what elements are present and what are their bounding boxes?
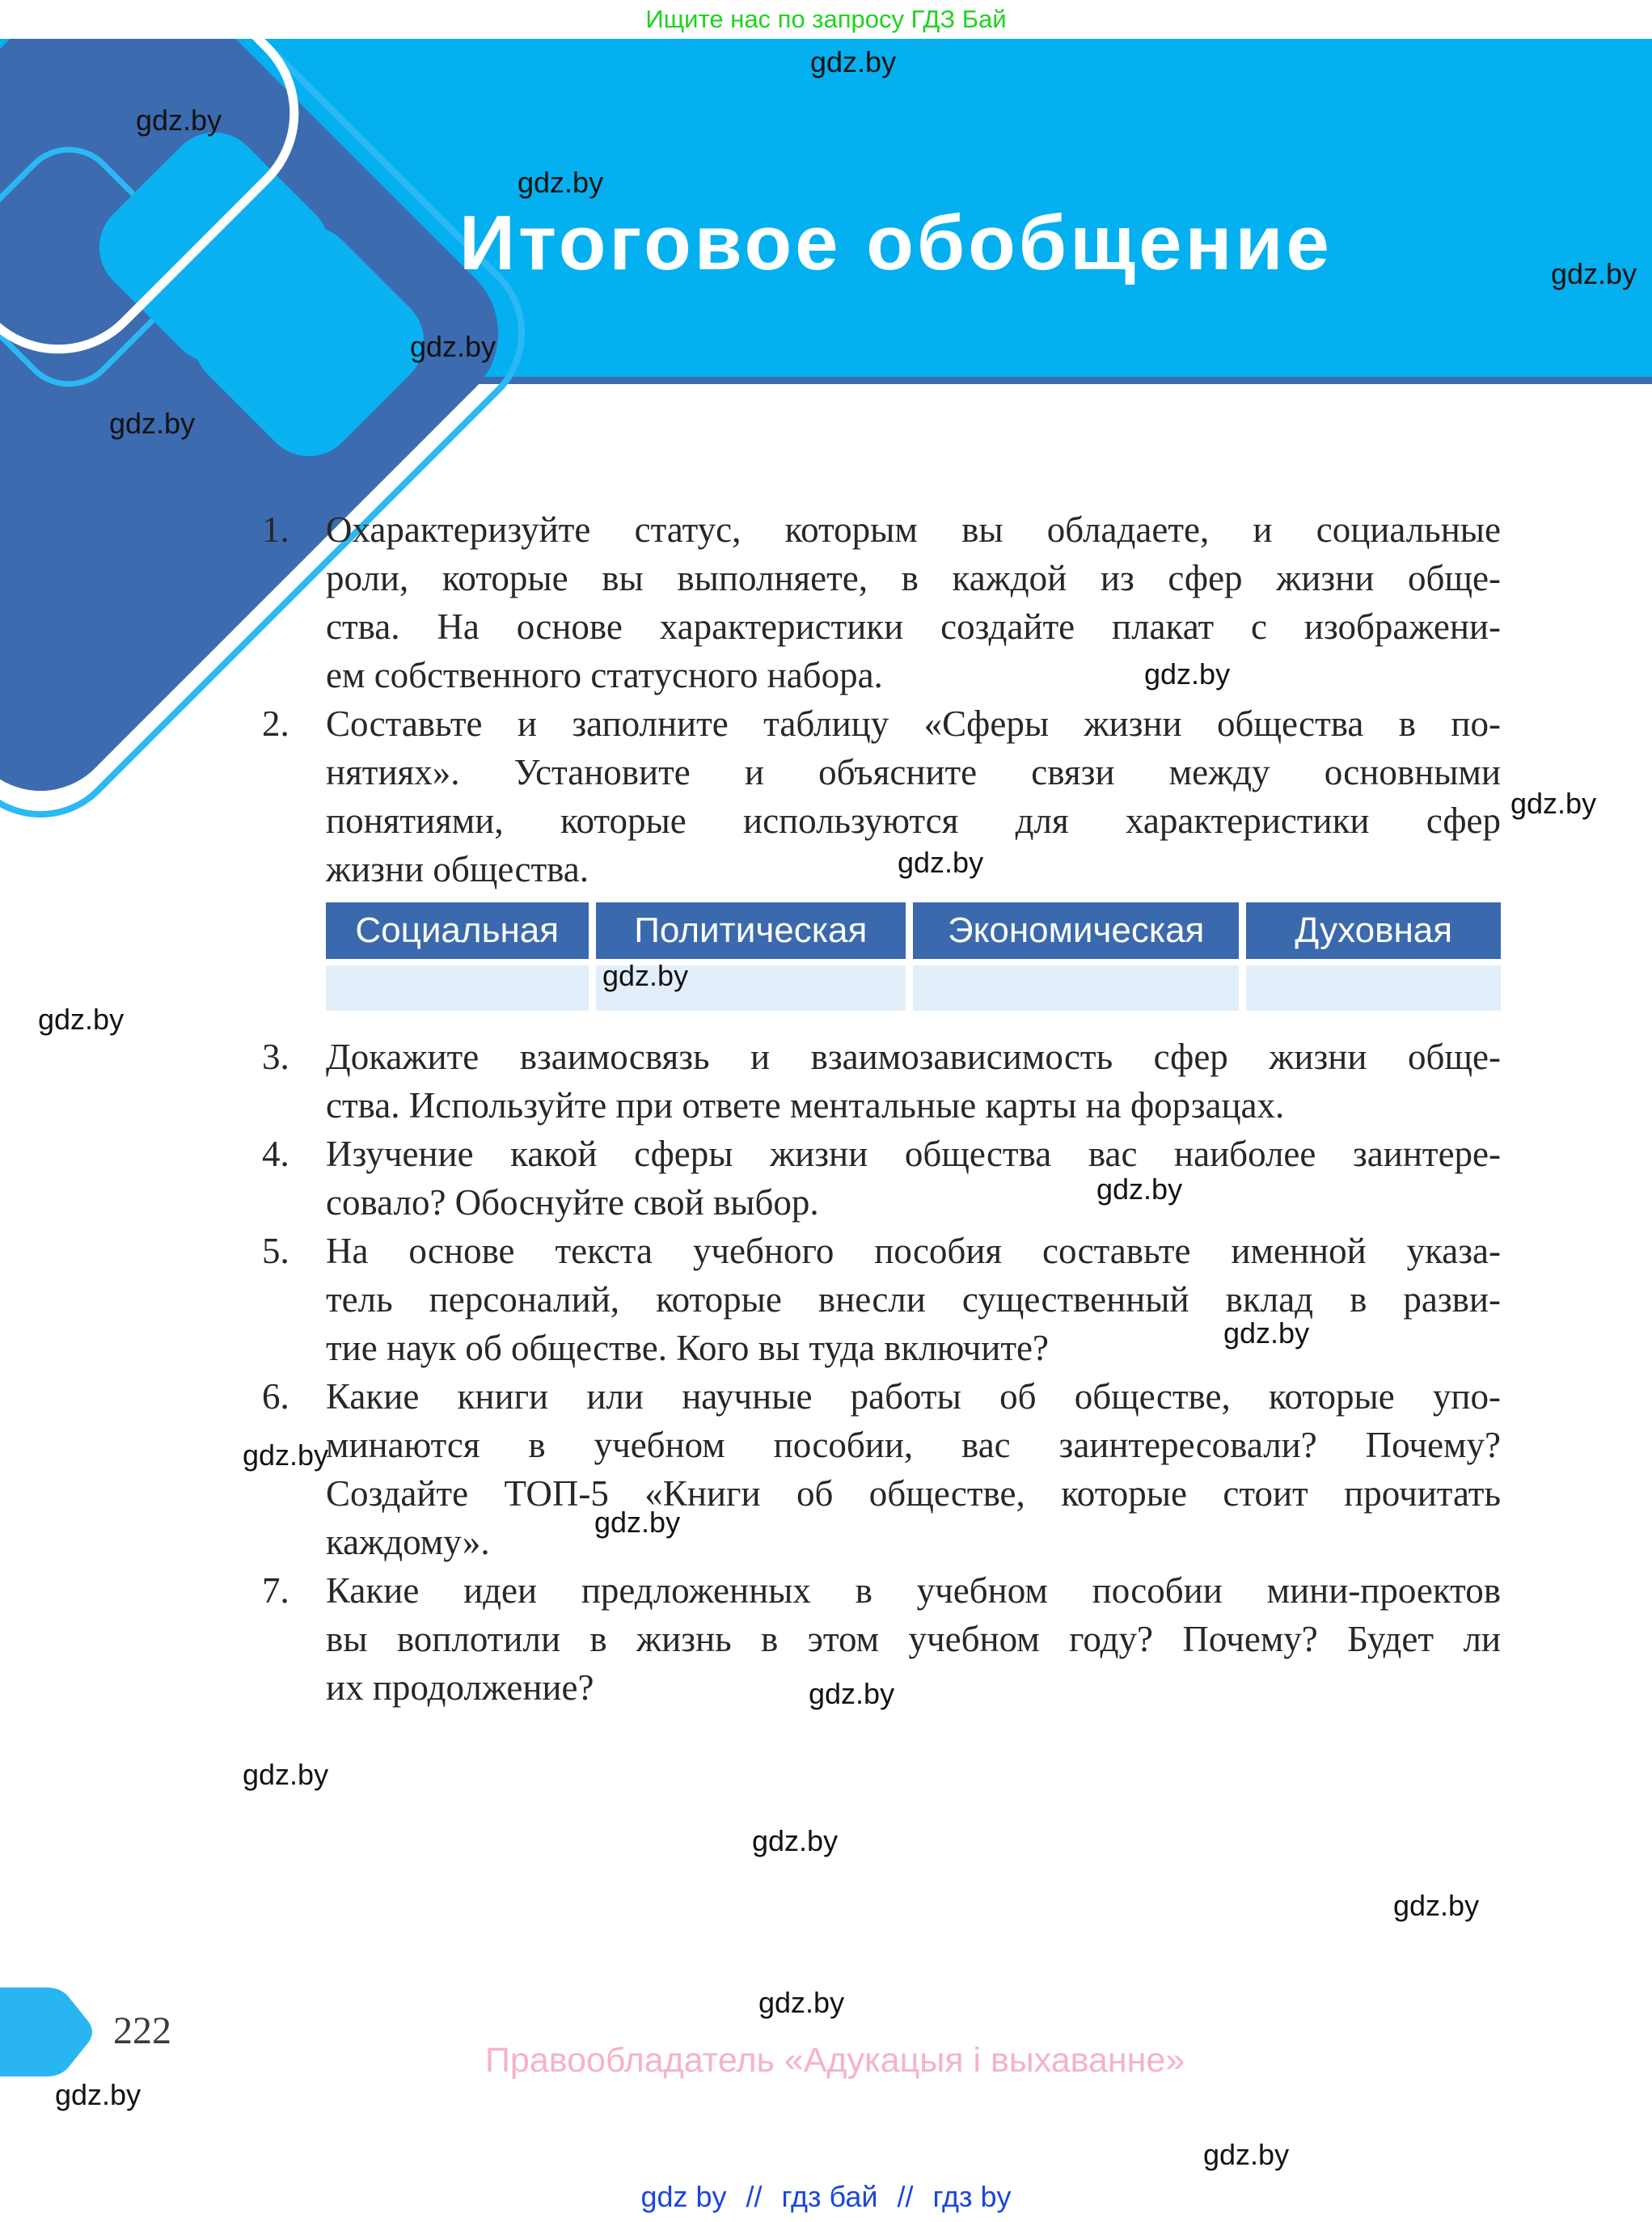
exercise-list-bottom [259,1033,1501,1712]
watermark-label: gdz.by [1223,1316,1310,1350]
item-number: 4. [262,1134,289,1174]
item-number: 3. [262,1037,289,1077]
item-text-line: Составьте и заполните таблицу «Сферы жизни общества в по- [326,703,1501,744]
item-text-line: вы воплотили в жизнь в этом учебном году? Почему? Будет ли [326,1619,1501,1659]
watermark-label: gdz.by [410,330,496,363]
watermark-label: gdz.by [809,1677,895,1710]
copyright-note: Правообладатель «Адукацыя і выхаванне» [485,2041,1185,2080]
page-number-tag-icon [0,1988,97,2078]
item-text-line: Какие идеи предложенных в учебном пособии мини-проектов [326,1570,1501,1611]
item-text-line: Докажите взаимосвязь и взаимозависимость сфер жизни обще- [326,1037,1501,1077]
footer-link[interactable]: гдз бай [781,2180,878,2213]
watermark-label: gdz.by [1551,257,1637,290]
item-text-line: На основе текста учебного пособия составьте именной указа- [326,1231,1501,1271]
page-number: 222 [113,2009,171,2052]
exercise-section [259,505,1501,1712]
table-header-cell: Экономическая [913,902,1239,959]
list-item [259,1130,1501,1227]
item-text-line: совало? Обоснуйте свой выбор. [326,1182,819,1223]
watermark-label: gdz.by [1203,2138,1290,2171]
watermark-label: gdz.by [1393,1889,1480,1922]
item-text-line: тель персоналий, которые внесли существенный вклад в разви- [326,1279,1501,1320]
table-body-cell [326,965,589,1011]
watermark-label: gdz.by [1510,787,1597,820]
footer-links [0,2180,1652,2214]
item-text [326,1227,1501,1372]
list-item [259,1033,1501,1130]
footer-link[interactable]: gdz by [640,2180,727,2213]
watermark-label: gdz.by [594,1506,681,1539]
table-header-cell: Политическая [596,902,906,959]
list-item [259,699,1501,893]
watermark-label: gdz.by [243,1438,329,1472]
watermark-label: gdz.by [1096,1172,1183,1206]
watermark-label: gdz.by [243,1758,329,1791]
item-number: 1. [262,509,289,550]
page-title: Итоговое обобщение [459,200,1333,286]
spheres-table [326,902,1501,1011]
table-body-cell [913,965,1239,1011]
item-text-line: ства. На основе характеристики создайте плакат с изображени- [326,606,1501,647]
item-text [326,1372,1501,1566]
item-text-line: Изучение какой сферы жизни общества вас наиболее заинтере- [326,1134,1501,1174]
item-text-line: Создайте ТОП-5 «Книги об обществе, которые стоит прочитать [326,1473,1501,1514]
footer-link[interactable]: гдз by [932,2180,1012,2213]
item-text-line: понятиями, которые используются для характеристики сфер [326,801,1501,841]
item-text-line: тие наук об обществе. Кого вы туда включите? [326,1328,1049,1368]
item-text [326,1566,1501,1712]
watermark-label: gdz.by [810,45,897,78]
list-item [259,1372,1501,1566]
item-text [326,1033,1501,1130]
item-text-line: Какие книги или научные работы об обществе, которые упо- [326,1376,1501,1417]
exercise-list-top [259,505,1501,893]
item-text [326,1130,1501,1227]
site-promo-note: Ищите нас по запросу ГДЗ Бай [645,5,1007,33]
item-text-line: нятиях». Установите и объясните связи между основными [326,752,1501,792]
item-text-line: ства. Используйте при ответе ментальные карты на форзацах. [326,1085,1285,1126]
watermark-label: gdz.by [109,407,196,440]
watermark-label: gdz.by [752,1824,839,1857]
watermark-label: gdz.by [758,1986,845,2019]
item-text-line: каждому». [326,1522,490,1562]
item-number: 6. [262,1376,289,1417]
table-header-cell: Социальная [326,902,589,959]
watermark-label: gdz.by [898,846,984,879]
watermark-label: gdz.by [136,103,222,137]
watermark-label: gdz.by [38,1003,125,1036]
item-text-line: жизни общества. [326,849,589,889]
watermark-label: gdz.by [602,959,689,992]
item-number: 7. [262,1570,289,1611]
item-number: 5. [262,1231,289,1271]
watermark-label: gdz.by [518,166,604,199]
item-text-line: минаются в учебном пособии, вас заинтересовали? Почему? [326,1425,1501,1465]
item-text-line: роли, которые вы выполняете, в каждой из сфер жизни обще- [326,558,1501,598]
footer-links-separator: // [897,2180,914,2213]
table-body-cell [1246,965,1501,1011]
watermark-label: gdz.by [1144,657,1231,691]
item-text [326,505,1501,699]
item-text-line: ем собственного статусного набора. [326,655,883,695]
list-item [259,505,1501,699]
item-number: 2. [262,703,289,744]
list-item [259,1227,1501,1372]
watermark-label: gdz.by [55,2078,142,2111]
item-text-line: их продолжение? [326,1667,594,1708]
table-header-cell: Духовная [1246,902,1501,959]
item-text-line: Охарактеризуйте статус, которым вы обладаете, и социальные [326,509,1501,550]
footer-links-separator: // [746,2180,763,2213]
